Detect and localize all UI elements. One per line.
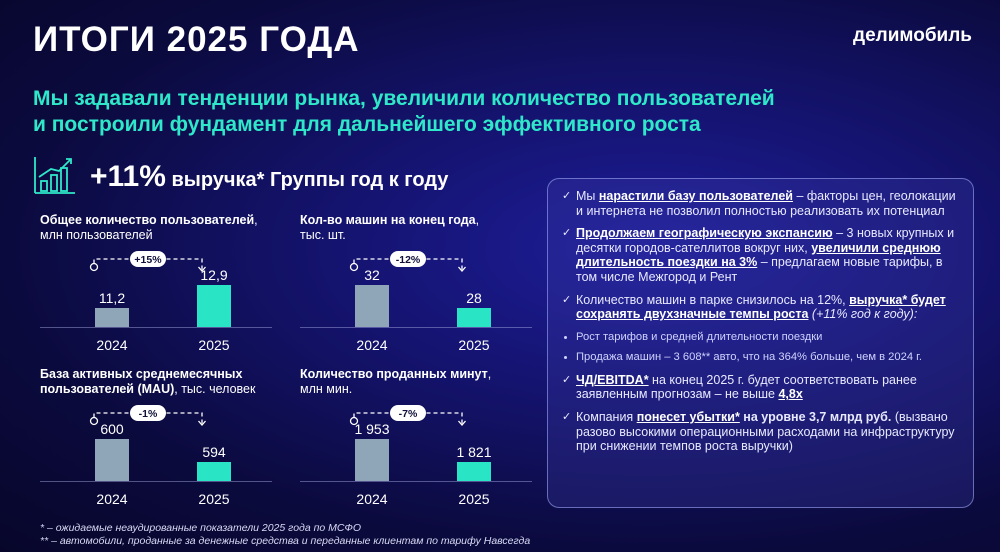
bar-value-label: 594	[202, 444, 226, 460]
highlight-ebitda	[562, 373, 961, 402]
chart-title-line2-bold: пользователей (MAU)	[40, 382, 175, 396]
highlight-losses	[562, 410, 961, 454]
bar-value-label: 600	[100, 421, 124, 437]
bullet-dot	[564, 356, 567, 359]
sub-item-text: Рост тарифов и средней длительности поездки	[576, 330, 823, 343]
bar-chart-svg	[300, 213, 540, 373]
bar-2025	[457, 462, 491, 481]
bullet-dot	[564, 336, 567, 339]
bar-2025	[457, 308, 491, 327]
bar-value-label: 12,9	[200, 267, 228, 283]
revenue-growth-headline	[90, 160, 448, 194]
highlight-fleet-revenue	[562, 293, 961, 322]
bar-2025	[197, 285, 231, 327]
check-icon: ✓	[562, 293, 572, 306]
bar-value-label: 1 953	[354, 421, 390, 437]
category-label: 2024	[96, 491, 128, 507]
highlights-panel	[547, 178, 974, 508]
change-label: -7%	[398, 408, 418, 420]
bar-chart-svg	[300, 367, 540, 527]
category-label: 2025	[198, 337, 230, 353]
page-title: ИТОГИ 2025 ГОДА	[33, 20, 360, 59]
bar-value-label: 1 821	[456, 444, 492, 460]
chart-title-line2: , тыс. человек	[174, 382, 256, 396]
category-label: 2025	[458, 491, 490, 507]
highlight-emphasis: 4,8х	[778, 387, 803, 402]
highlight-bold: на уровне 3,7 млрд руб.	[739, 409, 892, 424]
chart-title-rest: ,	[475, 213, 480, 227]
bar-2024	[95, 439, 129, 481]
change-label: +15%	[134, 254, 162, 266]
category-label: 2024	[356, 491, 388, 507]
bar-value-label: 32	[364, 267, 380, 283]
chart-title-line2: млн мин.	[300, 382, 353, 396]
highlight-emphasis: понесет убытки*	[636, 409, 740, 424]
subtitle-line-2: и построили фундамент для дальнейшего эффективного роста	[33, 113, 701, 136]
highlight-text: на конец 2025 г. будет соответствовать ранее заявленным прогнозам – не выше	[576, 372, 917, 402]
chart-title-bold: База активных среднемесячных	[40, 367, 243, 381]
highlight-italic: (+11% год к году):	[808, 307, 918, 322]
footnote-1: * – ожидаемые неаудированные показатели 2025 года по МСФО	[40, 522, 361, 534]
bar-2025	[197, 462, 231, 481]
highlight-text: Компания	[576, 409, 637, 424]
highlight-emphasis: ЧД/EBITDA*	[576, 372, 649, 387]
highlight-text: – предлагаем новые тарифы, в том числе Межгород и Рент	[576, 255, 943, 284]
category-label: 2024	[356, 337, 388, 353]
highlight-text: (вызвано разово высокими операционными расходами на инфраструктуру при снижении темпов роста выручки)	[576, 409, 955, 454]
bar-value-label: 11,2	[98, 290, 126, 306]
bar-chart-growth-icon	[33, 155, 77, 195]
check-icon: ✓	[562, 190, 572, 202]
chart-title-line2: млн пользователей	[40, 228, 153, 242]
bar-2024	[355, 439, 389, 481]
chart-total-users	[40, 213, 280, 373]
highlight-emphasis: выручка* будет сохранять двухзначные темпы роста	[576, 292, 946, 322]
highlight-emphasis: Продолжаем географическую экспансию	[576, 226, 833, 241]
highlight-expansion	[562, 226, 961, 284]
check-icon: ✓	[562, 373, 572, 386]
revenue-growth-value: +11%	[90, 160, 166, 193]
check-icon: ✓	[562, 227, 572, 240]
bar-value-label: 28	[466, 290, 482, 306]
chart-minutes-sold	[300, 367, 540, 527]
chart-title-bold: Количество проданных минут	[300, 367, 488, 381]
highlight-emphasis: увеличили среднюю длительность поездки на 3%	[576, 240, 941, 270]
brand-logo: делимобиль	[853, 25, 972, 46]
highlight-emphasis: нарастили базу пользователей	[598, 189, 793, 203]
highlight-text: Мы	[576, 189, 599, 203]
category-label: 2025	[198, 491, 230, 507]
category-label: 2025	[458, 337, 490, 353]
bar-2024	[355, 285, 389, 327]
highlight-text: – факторы цен, геолокации и интернета не позволил полностью реализовать их потенциал	[576, 189, 956, 218]
footnote-2: ** – автомобили, проданные за денежные средства и переданные клиентам по тарифу Навсегда	[40, 535, 531, 547]
chart-title-bold: Общее количество пользователей	[40, 213, 255, 227]
chart-title-bold: Кол-во машин на конец года	[300, 213, 476, 227]
change-label: -12%	[395, 254, 421, 266]
change-label: -1%	[138, 408, 158, 420]
chart-mau	[40, 367, 280, 527]
check-icon: ✓	[562, 410, 572, 423]
highlight-text: – 3 новых крупных и десятки городов-сателлитов вокруг них,	[576, 226, 955, 255]
change-start-marker	[91, 264, 98, 271]
sub-item-tariffs	[562, 330, 961, 344]
sub-item-text: Продажа машин – 3 608** авто, что на 364% больше, чем в 2024 г.	[576, 350, 922, 363]
sub-item-car-sales	[562, 350, 961, 364]
chart-cars-end-of-year	[300, 213, 540, 373]
revenue-growth-text: выручка* Группы год к году	[165, 169, 449, 191]
highlight-text: Количество машин в парке снизилось на 12%,	[576, 292, 850, 307]
chart-title-line2: тыс. шт.	[300, 228, 346, 242]
subtitle-line-1: Мы задавали тенденции рынка, увеличили количество пользователей	[33, 87, 775, 110]
change-start-marker	[351, 264, 358, 271]
bar-chart-svg	[40, 213, 280, 373]
category-label: 2024	[96, 337, 128, 353]
bar-2024	[95, 308, 129, 327]
highlight-users	[562, 189, 961, 218]
chart-title-rest: ,	[487, 367, 492, 381]
chart-title-rest: ,	[254, 213, 258, 227]
bar-chart-svg	[40, 367, 280, 527]
page-subtitle	[33, 86, 853, 138]
change-start-marker	[91, 418, 98, 425]
